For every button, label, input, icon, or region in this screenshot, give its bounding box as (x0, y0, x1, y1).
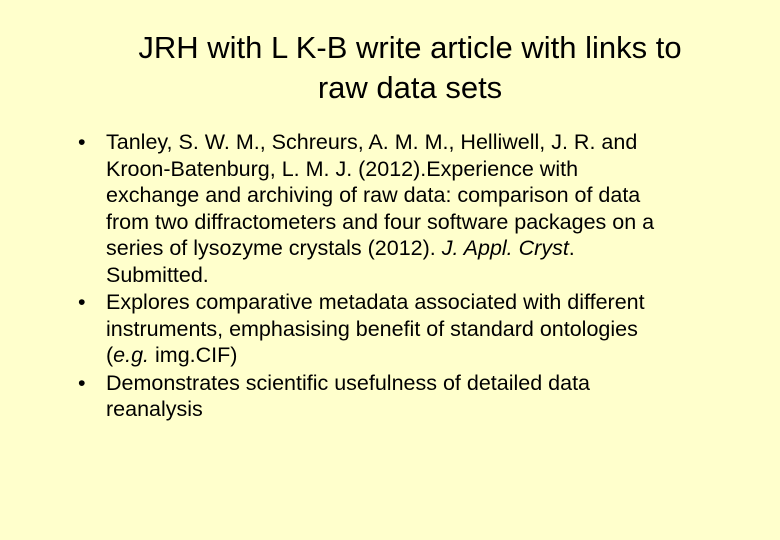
slide-title-line-2: raw data sets (317, 70, 503, 105)
bullet-item-metadata (78, 289, 738, 369)
bullet-list (78, 129, 738, 424)
eg-abbreviation: e.g. (113, 343, 150, 367)
bullet-text-line: Tanley, S. W. M., Schreurs, A. M. M., Helliwell, J. R. and (106, 130, 638, 154)
bullet-item-reference (78, 129, 738, 288)
bullet-text-line: Submitted. (106, 262, 209, 287)
bullet-text-line: Kroon-Batenburg, L. M. J. (2012).Experience with (106, 156, 579, 181)
bullet-item-usefulness (78, 370, 738, 423)
bullet-text-line (106, 342, 738, 369)
bullet-text-line: exchange and archiving of raw data: comparison of data (106, 183, 641, 207)
imgcif-text: img.CIF) (149, 343, 238, 367)
slide-title (60, 28, 760, 108)
slide-title-line-1: JRH with L K-B write article with links to (138, 30, 682, 65)
journal-name: J. Appl. Cryst (441, 236, 569, 260)
bullet-icon: • (78, 290, 86, 314)
bullet-text-line: reanalysis (106, 397, 203, 421)
paren-open: ( (106, 343, 114, 367)
bullet-text-line (106, 235, 738, 262)
bullet-text-line: Demonstrates scientific usefulness of detailed data (106, 370, 591, 395)
bullet-text-line: instruments, emphasising benefit of standard ontologies (106, 316, 638, 341)
bullet-text-line: Explores comparative metadata associated with different (106, 290, 645, 314)
citation-period: . (568, 236, 575, 260)
bullet-icon: • (78, 130, 86, 154)
citation-text: series of lysozyme crystals (2012). (106, 236, 442, 260)
bullet-icon: • (78, 370, 86, 395)
bullet-text-line: from two diffractometers and four software packages on a (106, 209, 655, 234)
